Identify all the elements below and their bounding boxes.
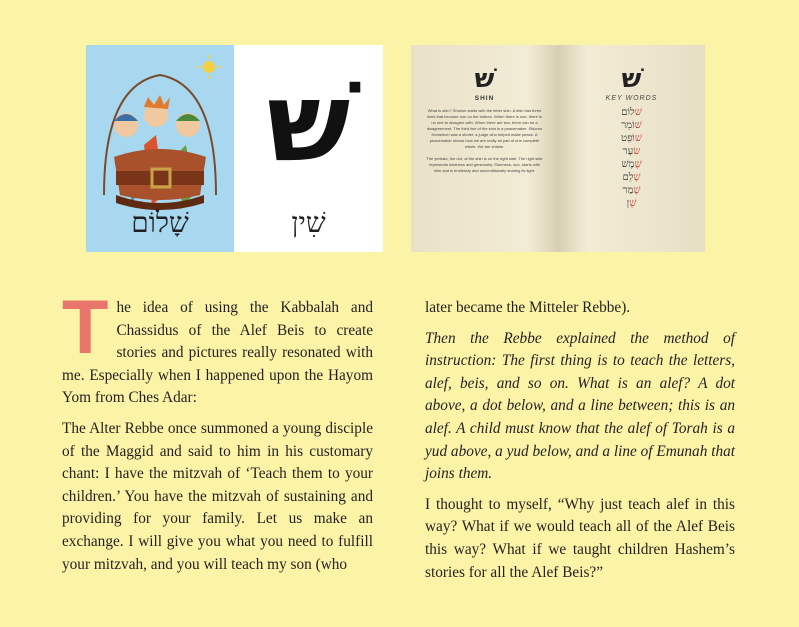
shin-word: שִׁין xyxy=(291,206,326,239)
key-word: שֶׁמֶשׁ xyxy=(621,159,642,170)
left-page-text-2: The yerhala, the dot, of the shin is on the right side. The right side represents kindness and generosity. Shemesh, sun, starts with shin and is endlessly and unconditionally sharing its light. xyxy=(426,156,543,173)
right-page-shin-glyph: שׁ xyxy=(621,64,642,94)
article-paragraph: I thought to myself, “Why just teach alef in this way? What if we would teach all of the Alef Beis this way? What if we taught children Hashem’s stories for all the Alef Beis?” xyxy=(425,495,735,581)
book-spread-image xyxy=(411,45,705,252)
children-illustration-panel xyxy=(86,45,234,252)
drop-cap: T xyxy=(62,285,109,370)
key-word: שׁלוֹם xyxy=(621,107,642,118)
key-word: שָׁמַר xyxy=(622,185,641,196)
article-right-column xyxy=(425,297,735,592)
article-paragraph: The Alter Rebbe once summoned a young disciple of the Maggid and said to him in his customary chant: I have the mitzvah of ‘Teach them to your children.’ You have the mitzvah of sustaining and providing for your family. Let us make an exchange. I will give you what you need to fulfill your mitzvah, and you will teach my son (who xyxy=(62,419,373,573)
shalom-word: שָׁלוֹם xyxy=(131,206,189,239)
shin-letter-glyph: שׁ xyxy=(266,58,351,186)
article-paragraph: The idea of using the Kabbalah and Chassidus of the Alef Beis to create stories and pictures really resonated with me. Especially when I happened upon the Hayom Yom from Ches Adar: xyxy=(62,285,373,407)
key-word: שָׁלֵם xyxy=(622,172,641,183)
left-page-text-1: What is shin? Sholom starts with the letter shin. A shin has three lines that become one on the bottom. When there is one, there is no one to disagree with. When there are two, there can be a disagreement. The third line of the shin is a peacemaker. Shlomo Homelech was a shofet, a judge who helped make peace. A peacemaker shows how we are really all part of one complete whole. We are shlaim. xyxy=(426,108,543,149)
shin-illustration xyxy=(86,45,383,252)
shin-letter-panel xyxy=(234,45,383,252)
key-word: שׁוֹפֵט xyxy=(621,133,642,144)
left-page-shin-glyph: שׁ xyxy=(474,64,495,94)
article-paragraph: later became the Mitteler Rebbe). xyxy=(425,299,631,316)
key-words-title: KEY WORDS xyxy=(605,95,658,102)
article-left-column xyxy=(62,285,373,584)
article-quote-paragraph: Then the Rebbe explained the method of instruction: The first thing is to teach the letters, alef, beis, and so on. What is an alef? A dot above, a dot below, and a line between; this is an alef. A child must know that the alef of Torah is a yud above, a yud below, and a line of Emunah that joins them. xyxy=(425,329,735,483)
key-words-list xyxy=(558,106,705,210)
key-word: שֵׁן xyxy=(626,198,637,209)
key-word: שׁוֹמֵר xyxy=(621,120,642,131)
book-left-page xyxy=(411,45,558,252)
book-right-page xyxy=(558,45,705,252)
left-page-title: SHIN xyxy=(474,95,495,102)
key-word: שׂעָר xyxy=(622,146,641,157)
